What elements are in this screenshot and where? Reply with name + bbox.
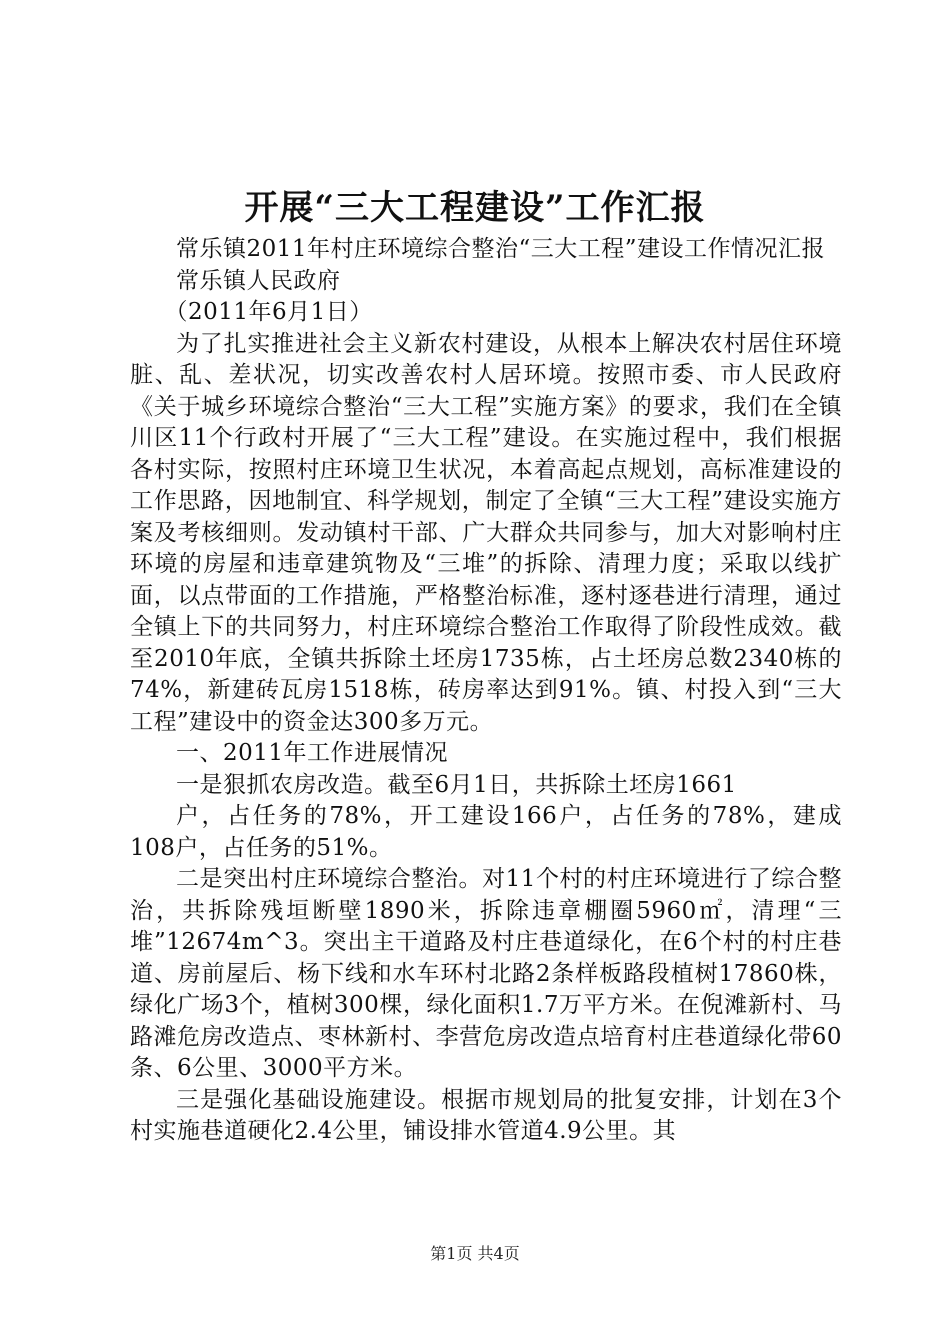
- document-body: [130, 234, 842, 1148]
- date-paragraph: （2011年6月1日）: [164, 299, 373, 325]
- intro-paragraph: 为了扎实推进社会主义新农村建设，从根本上解决农村居住环境脏、乱、差状况，切实改善农村人居环境。按照市委、市人民政府《关于城乡环境综合整治“三大工程”实施方案》的要求，我们在全镇川区11个行政村开展了“三大工程”建设。在实施过程中，我们根据各村实际，按照村庄环境卫生状况，本着高起点规划，高标准建设的工作思路，因地制宜、科学规划，制定了全镇“三大工程”建设实施方案及考核细则。发动镇村干部、广大群众共同参与，加大对影响村庄环境的房屋和违章建筑物及“三堆”的拆除、清理力度；采取以线扩面，以点带面的工作措施，严格整治标准，逐村逐巷进行清理，通过全镇上下的共同努力，村庄环境综合整治工作取得了阶段性成效。截至2010年底，全镇共拆除土坯房1735栋，占土坯房总数2340栋的74%，新建砖瓦房1518栋，砖房率达到91%。镇、村投入到“三大工程”建设中的资金达300多万元。: [130, 330, 842, 735]
- environment-paragraph: 二是突出村庄环境综合整治。对11个村的村庄环境进行了综合整治，共拆除残垣断壁1890米，拆除违章棚圈5960㎡，清理“三堆”12674m^3。突出主干道路及村庄巷道绿化，在6个村的村庄巷道、房前屋后、杨下线和水车环村北路2条样板路段植树17860株，绿化广场3个，植树300棵，绿化面积1.7万平方米。在倪滩新村、马路滩危房改造点、枣林新村、李营危房改造点培育村庄巷道绿化带60条、6公里、3000平方米。: [130, 866, 842, 1081]
- infrastructure-paragraph: 三是强化基础设施建设。根据市规划局的批复安排，计划在3个村实施巷道硬化2.4公里，铺设排水管道4.9公里。其: [130, 1086, 842, 1144]
- document-title: 开展“三大工程建设”工作汇报: [244, 188, 706, 228]
- housing-paragraph-line: 一是狠抓农房改造。截至6月1日，共拆除土坯房1661: [176, 771, 737, 798]
- report-subtitle-paragraph: 常乐镇2011年村庄环境综合整治“三大工程”建设工作情况汇报: [176, 236, 826, 262]
- section-heading-progress: 一、2011年工作进展情况: [176, 740, 449, 766]
- issuer-paragraph: 常乐镇人民政府: [176, 267, 341, 294]
- housing-paragraph-continued: 户，占任务的78%，开工建设166户，占任务的78%，建成108户，占任务的51%。: [130, 803, 842, 861]
- page-footer: 第1页 共4页: [430, 1244, 520, 1263]
